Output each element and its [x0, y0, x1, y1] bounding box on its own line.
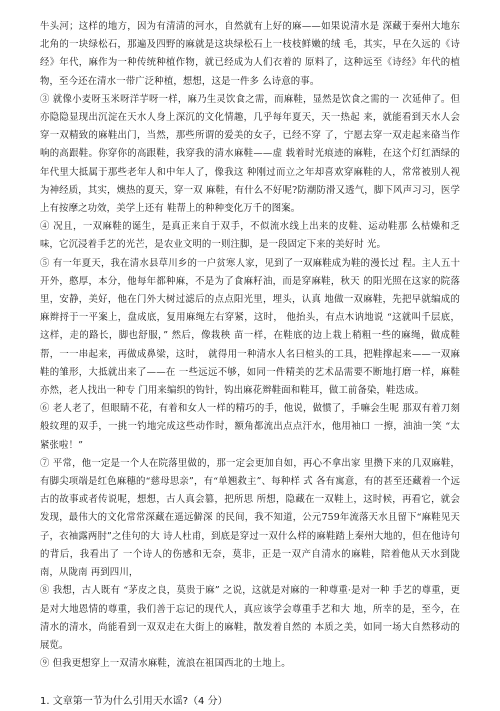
paragraph-7: ⑦ 平常，他一定是一个人在院落里做的，那一定会更加自如，再心不拿出家 里攒下来的几双麻鞋，有脚尖项端是红色麻穗的“慈母思亲”，有“单翘救主”、每种样 式 各有寓意，有的甚至还藏着一个远古的故事或者传说呢，想想，古人真会篡，把所思 所想，隐藏在一双鞋上，这时候，再看它，就会发现，最伟大的文化常常深藏在遥远僻深 的民间，我不知道，公元759年流落天水且留下“麻鞋见天子，衣袖露两肘”之佳句的大 诗人杜甫，到底是穿过一双什么样的麻鞋踏上秦州大地的，但在他诗句的背后，我看出了 一个诗人的伤感和无奈，莫非，正是一双产自清水的麻鞋，陪着他从天水到陇南，从陇南 再到四川， [40, 457, 460, 579]
question-1: 1. 文章第一节为什么引用天水谣?（4 分） [40, 696, 228, 708]
paragraph-3: ③ 就像小麦呀玉米呀洋芋呀一样，麻乃生灵饮食之需，而麻鞋，显然是饮食之需的一 次延伸了。但亦隐隐显现出沉淀在天水人身上深沉的文化情趣，几乎每年夏天，天一热起 来，就能看到天水人会穿一双精致的麻鞋出门，当然，那些所谓的爱美的女子，已经不穿 了，宁愿去穿一双走起来硌当作响的高跟鞋。你穿你的高跟鞋，我穿我的清水麻鞋——虚 载着时光痕迹的麻鞋，在这个灯红酒绿的年代里大抵属于那些老年人和中年人了，像我这 种刚过而立之年却喜欢穿麻鞋的人，常常被别人视为神经质，其实，燠热的夏天，穿一双 麻鞋，有什么不好呢?防潮防滑又透气，脚下风声习习，医学上有按摩之功效，美学上还有 鞋帮上的种种变化万千的图案。 [40, 93, 460, 215]
paragraph-2-continuation: 牛头河；这样的地方，因为有清清的河水，自然就有上好的麻——如果说清水是 深藏于秦州大地东北角的一块绿松石，那遍及四野的麻就是这块绿松石上一枝枝鲜嫩的绒 毛，其实，早在久远的《诗经》年代，麻作为一种传统种植作物，就已经成为人们衣着的 原料了，这种远至《诗经》年代的植物，至今还在清水一带广泛种植，想想，这是一件多 么诗意的事。 [40, 21, 460, 87]
paragraph-9: ⑨ 但我更想穿上一双清水麻鞋，流浪在祖国西北的土地上。 [40, 658, 291, 670]
paragraph-6: ⑥ 老人老了，但眼睛不花，有着和女人一样的精巧的手，他说，做惯了，手嘛会生呢 那双有着刀刻般纹理的双手，一挑一钓地完成这些动作时，额角都流出点点汗水，他用袖口 一擦，油油一笑 “太紧张啦！” [40, 403, 460, 451]
paragraph-8: ⑧ 我想，古人既有 “茅皮之良，莫贵于麻” 之说，这就是对麻的一种尊重·是对一种 手艺的尊重，更是对大地恩情的尊重，我们善于忘记的现代人，真应该学会尊重手艺和大 地，所幸的是，至今，在清水的清水，尚能看到一双双走在大街上的麻鞋，散发着自然的 本质之美，如同一场大自然移动的展览。 [40, 585, 460, 651]
article-body [40, 18, 460, 673]
paragraph-4: ④ 况且，一双麻鞋的诞生，是真正来自于双手，不似流水线上出来的皮鞋、运动鞋那 么枯燥和乏味，它沉浸着手艺的光芒，是农业文明的一则注脚，是一段固定下来的美好时 光。 [40, 221, 460, 251]
paragraph-5: ⑤ 有一年夏天，我在清水县草川乡的一户贫寒人家，见到了一双麻鞋成为鞋的漫长过 程。主人五十开外，憨厚，本分，他每年都种麻，不是为了食麻籽油，而是穿麻鞋，秋天 的阳光照在这家的院落里，安静，美好，他在门外大树过滤后的点点阳光里，埋头，认真 地做一双麻鞋，先把早就编成的麻辫捋于一平案上，盘成底，复用麻绳左右穿紧，这时， 他抬头，有点木讷地说 “这就叫千层底，这样，走的路长，脚也舒服，” 然后，像栽秧 苗一样，在鞋底的边上栽上稍粗一些的麻绳，做成鞋帮，一一串起来，再做成鼻梁，这时， 就得用一种清水人名曰楦头的工具，把鞋撑起来——一双麻鞋的雏形，大抵就出来了——在 一些远远不够，如同一件精美的艺术品需要不断地打磨一样，麻鞋亦然，老人找出一种专 门用来编织的钩针，钩出麻花辫鞋面和鞋耳，做工前备染，鞋迭成。 [40, 257, 460, 397]
